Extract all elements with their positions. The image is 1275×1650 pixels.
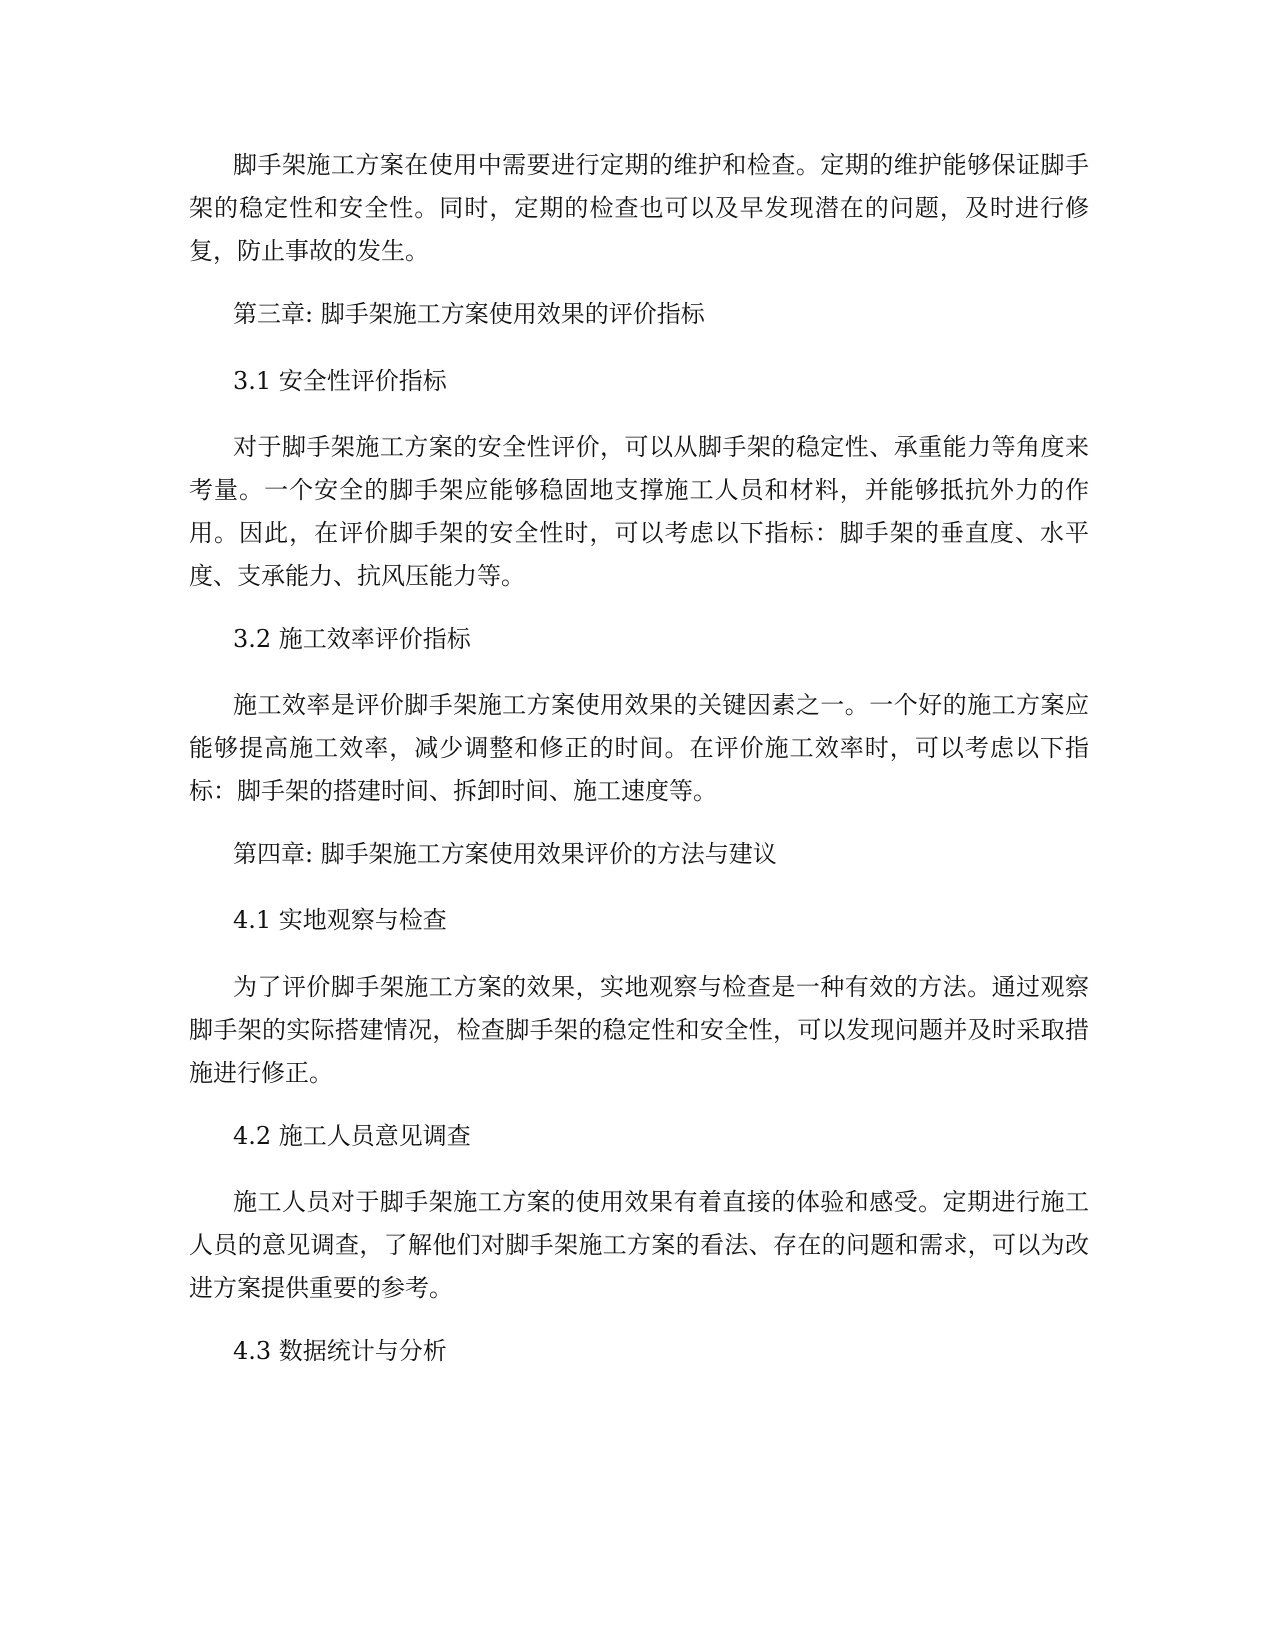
paragraph-efficiency-indicators: 施工效率是评价脚手架施工方案使用效果的关键因素之一。一个好的施工方案应能够提高施工效率，减少调整和修正的时间。在评价施工效率时，可以考虑以下指标：脚手架的搭建时间、拆卸时间、施工速度等。 [189,691,1089,805]
paragraph-maintenance: 脚手架施工方案在使用中需要进行定期的维护和检查。定期的维护能够保证脚手架的稳定性和安全性。同时，定期的检查也可以及早发现潜在的问题，及时进行修复，防止事故的发生。 [189,151,1089,265]
chapter-4-title: 第四章: 脚手架施工方案使用效果评价的方法与建议 [233,840,777,868]
section-3-2-title: 3.2 施工效率评价指标 [233,625,471,653]
paragraph-worker-survey: 施工人员对于脚手架施工方案的使用效果有着直接的体验和感受。定期进行施工人员的意见调查，了解他们对脚手架施工方案的看法、存在的问题和需求，可以为改进方案提供重要的参考。 [189,1188,1089,1302]
section-4-2-title: 4.2 施工人员意见调查 [233,1122,471,1150]
chapter-3-title: 第三章: 脚手架施工方案使用效果的评价指标 [233,300,705,328]
paragraph-field-inspection: 为了评价脚手架施工方案的效果，实地观察与检查是一种有效的方法。通过观察脚手架的实际搭建情况，检查脚手架的稳定性和安全性，可以发现问题并及时采取措施进行修正。 [189,973,1089,1087]
section-3-1-title: 3.1 安全性评价指标 [233,367,447,395]
paragraph-safety-indicators: 对于脚手架施工方案的安全性评价，可以从脚手架的稳定性、承重能力等角度来考量。一个安全的脚手架应能够稳固地支撑施工人员和材料，并能够抵抗外力的作用。因此，在评价脚手架的安全性时，可以考虑以下指标：脚手架的垂直度、水平度、支承能力、抗风压能力等。 [189,433,1089,590]
section-4-3-title: 4.3 数据统计与分析 [233,1337,447,1365]
section-4-1-title: 4.1 实地观察与检查 [233,906,447,934]
